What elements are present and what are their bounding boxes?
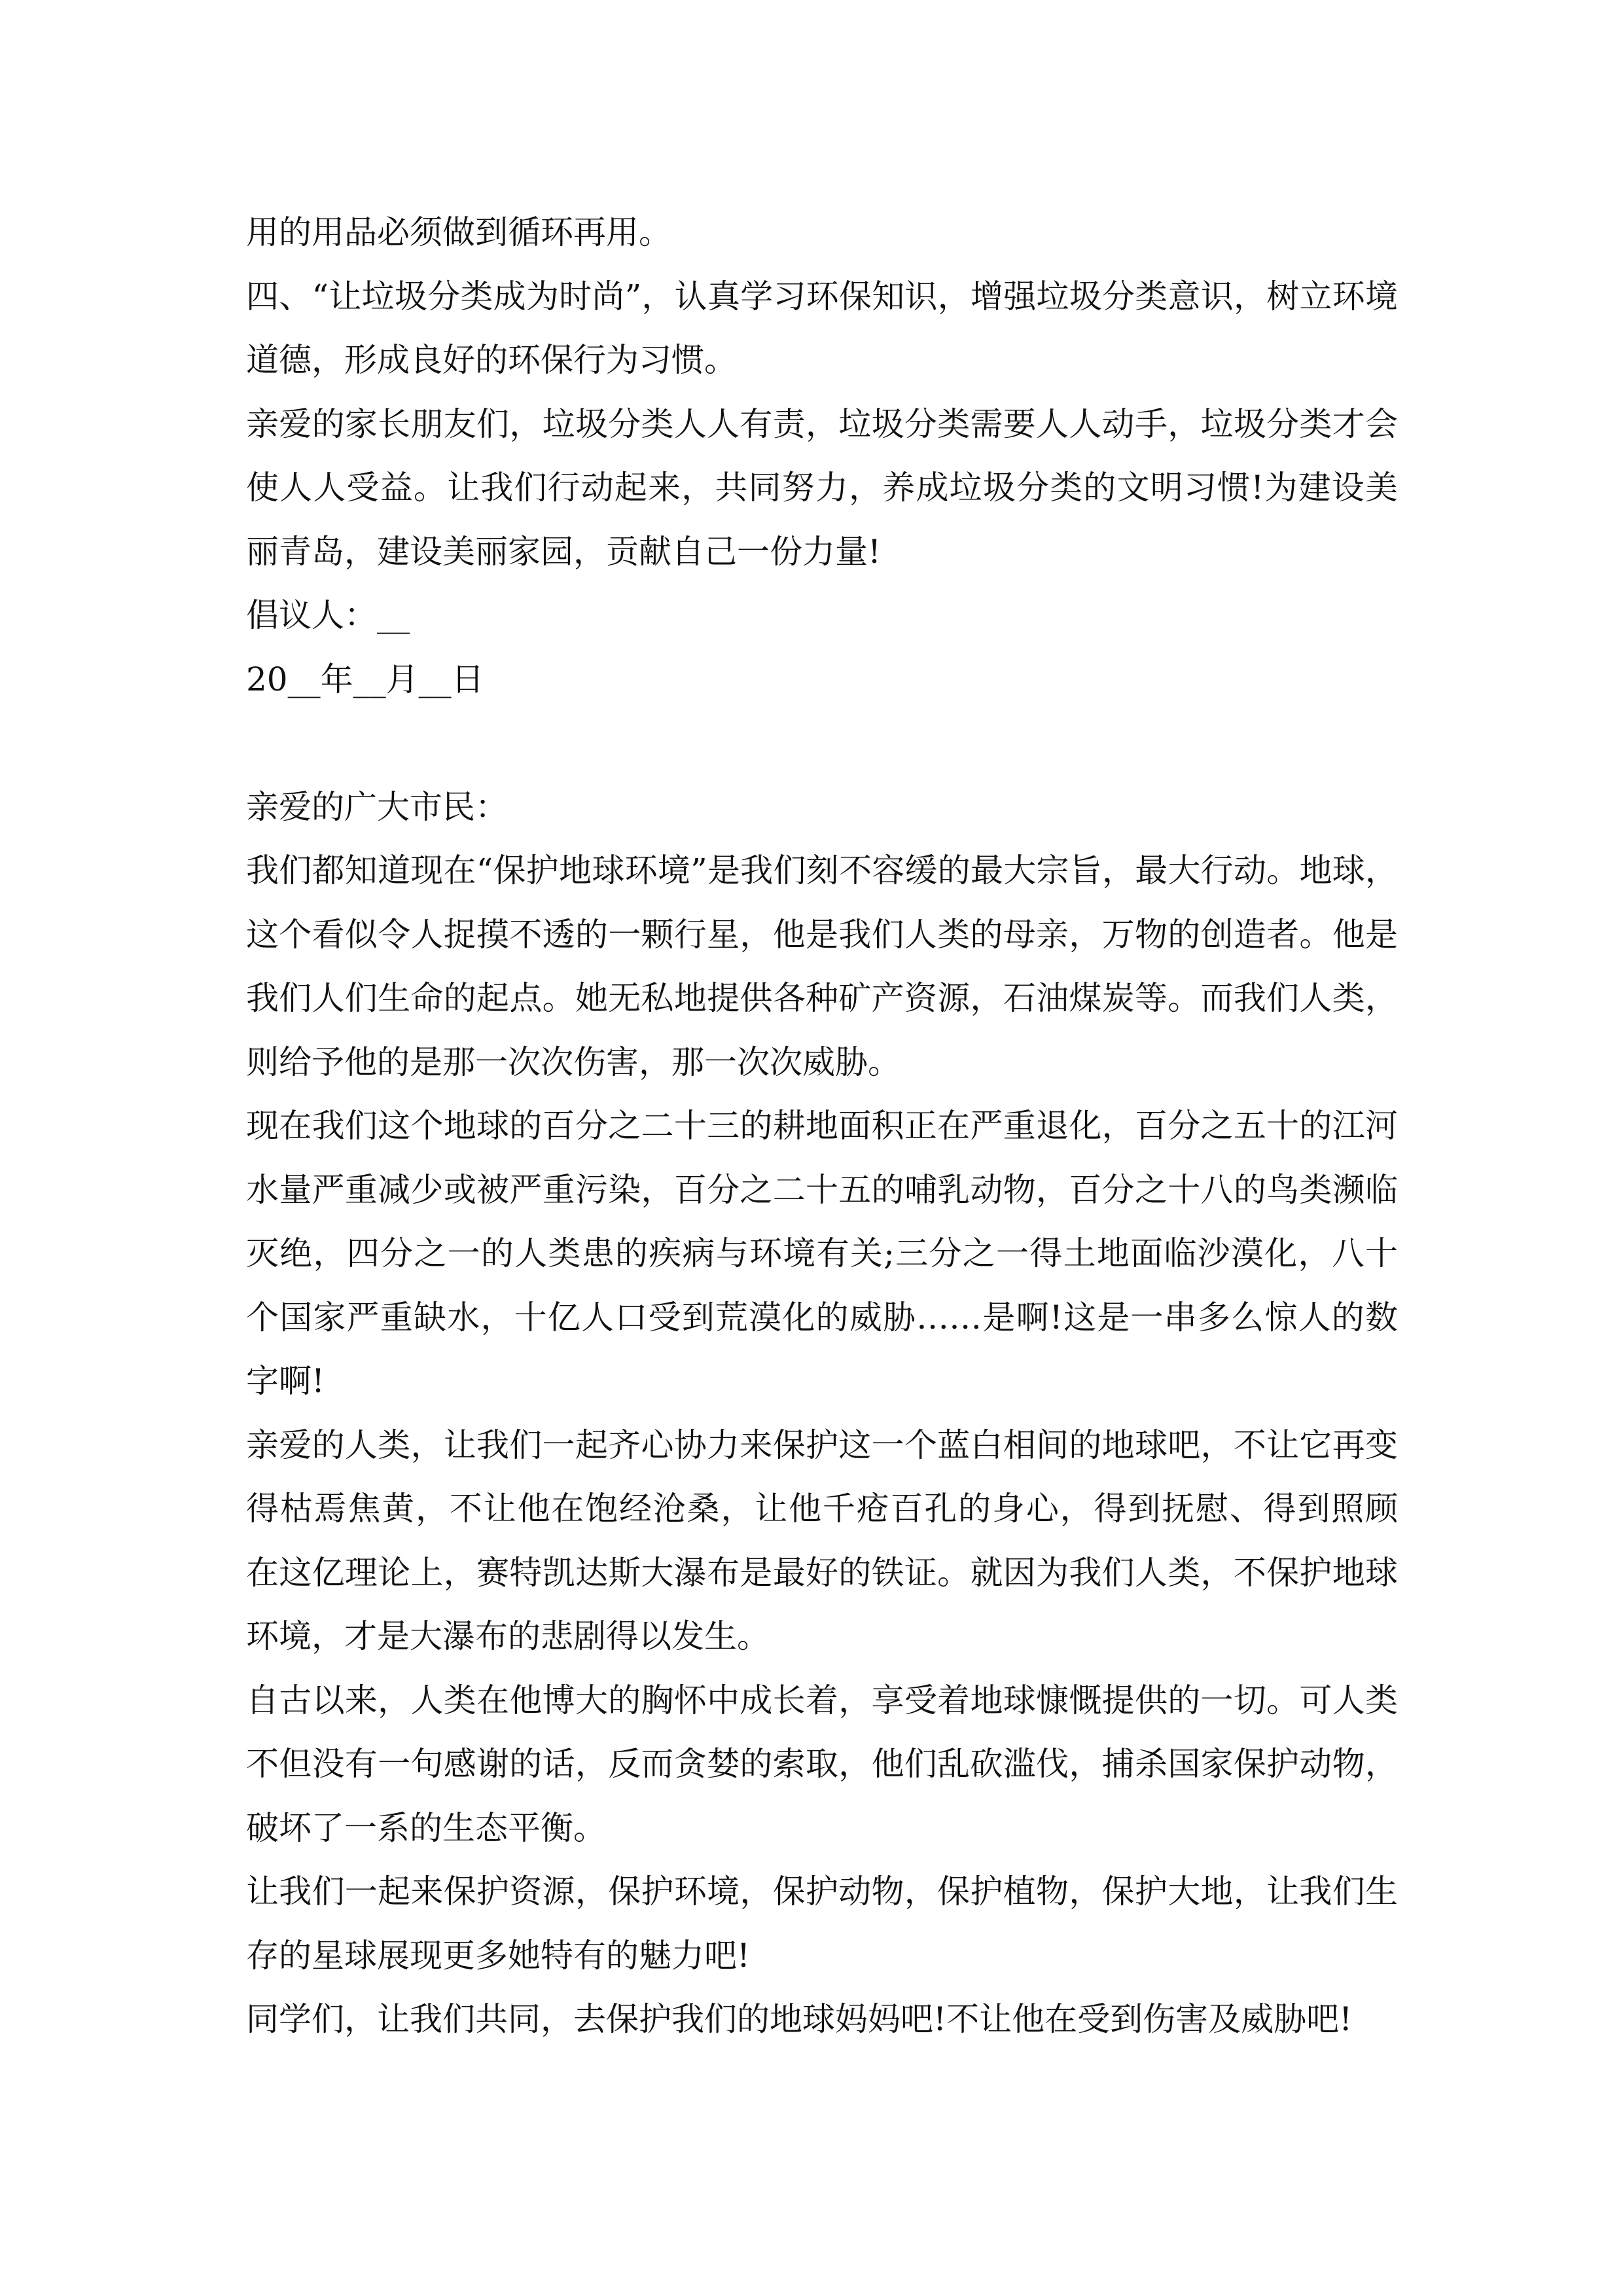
text-line: 丽青岛，建设美丽家园，贡献自己一份力量! xyxy=(246,532,882,571)
text-line: 使人人受益。让我们行动起来，共同努力，养成垃圾分类的文明习惯!为建设美 xyxy=(246,469,1398,507)
text-line: 亲爱的人类，让我们一起齐心协力来保护这一个蓝白相间的地球吧，不让它再变 xyxy=(246,1426,1398,1464)
signature-line: 倡议人：__ xyxy=(246,596,410,634)
text-line: 道德，形成良好的环保行为习惯。 xyxy=(246,341,737,379)
text-line: 自古以来，人类在他博大的胸怀中成长着，享受着地球慷慨提供的一切。可人类 xyxy=(246,1681,1398,1719)
text-line: 在这亿理论上，赛特凯达斯大瀑布是最好的铁证。就因为我们人类，不保护地球 xyxy=(246,1553,1398,1592)
text-line: 四、“让垃圾分类成为时尚”，认真学习环保知识，增强垃圾分类意识，树立环境 xyxy=(246,277,1398,315)
text-line: 同学们，让我们共同，去保护我们的地球妈妈吧!不让他在受到伤害及威胁吧! xyxy=(246,2000,1353,2038)
text-line: 不但没有一句感谢的话，反而贪婪的索取，他们乱砍滥伐，捕杀国家保护动物， xyxy=(246,1745,1398,1783)
text-line: 现在我们这个地球的百分之二十三的耕地面积正在严重退化，百分之五十的江河 xyxy=(246,1107,1398,1145)
text-line: 灭绝，四分之一的人类患的疾病与环境有关;三分之一得土地面临沙漠化，八十 xyxy=(246,1234,1398,1272)
date-line: 20__年__月__日 xyxy=(246,660,484,698)
text-line: 则给予他的是那一次次伤害，那一次次威胁。 xyxy=(246,1043,901,1081)
text-line: 我们都知道现在“保护地球环境”是我们刻不容缓的最大宗旨，最大行动。地球， xyxy=(246,852,1398,889)
text-line: 得枯焉焦黄，不让他在饱经沧桑，让他千疮百孔的身心，得到抚慰、得到照顾 xyxy=(246,1490,1398,1528)
text-line: 破坏了一系的生态平衡。 xyxy=(246,1808,606,1847)
text-line: 亲爱的家长朋友们，垃圾分类人人有责，垃圾分类需要人人动手，垃圾分类才会 xyxy=(246,404,1398,443)
text-line: 让我们一起来保护资源，保护环境，保护动物，保护植物，保护大地，让我们生 xyxy=(246,1873,1398,1910)
document-body xyxy=(246,201,1398,2052)
paragraph-gap xyxy=(246,711,1398,776)
text-line: 我们人们生命的起点。她无私地提供各种矿产资源，石油煤炭等。而我们人类， xyxy=(246,979,1398,1017)
text-line: 用的用品必须做到循环再用。 xyxy=(246,213,671,251)
text-line: 个国家严重缺水，十亿人口受到荒漠化的威胁……是啊!这是一串多么惊人的数 xyxy=(246,1298,1398,1336)
text-line: 水量严重减少或被严重污染，百分之二十五的哺乳动物，百分之十八的鸟类濒临 xyxy=(246,1170,1398,1209)
text-line: 字啊! xyxy=(246,1362,325,1400)
text-line: 存的星球展现更多她特有的魅力吧! xyxy=(246,1936,751,1975)
text-line: 这个看似令人捉摸不透的一颗行星，他是我们人类的母亲，万物的创造者。他是 xyxy=(246,915,1398,954)
salutation: 亲爱的广大市民： xyxy=(246,787,508,826)
text-line: 环境，才是大瀑布的悲剧得以发生。 xyxy=(246,1617,770,1655)
